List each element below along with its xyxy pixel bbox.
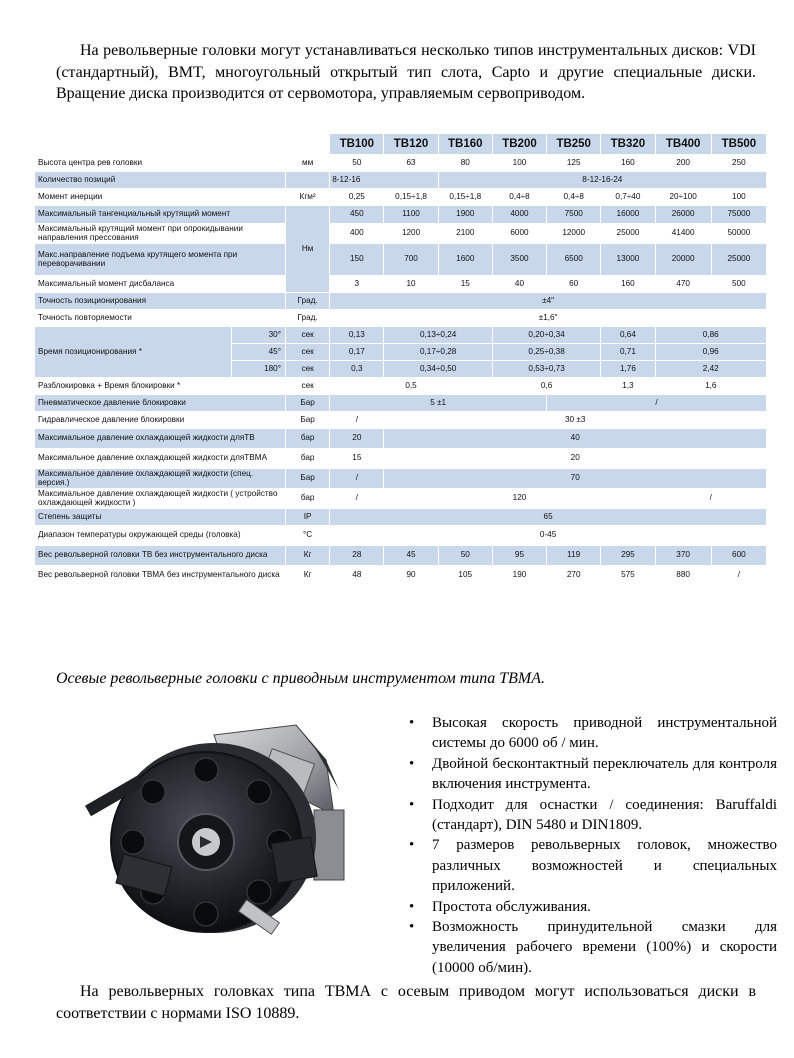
list-item-text: Простота обслуживания. xyxy=(432,898,591,915)
table-cell: 0,53÷0,73 xyxy=(492,361,600,378)
table-cell: ±4" xyxy=(330,293,767,310)
table-cell: 48 xyxy=(330,566,384,586)
table-cell: 0,6 xyxy=(492,378,600,395)
table-row xyxy=(35,489,767,509)
table-cell: 90 xyxy=(384,566,438,586)
row-label: Вес револьверной головки ТВ без инструментального диска xyxy=(35,546,286,566)
table-cell: 0,4÷8 xyxy=(492,189,546,206)
table-cell: 70 xyxy=(384,469,767,489)
bullet-marker: • xyxy=(409,796,415,813)
list-item xyxy=(408,897,777,917)
table-row xyxy=(35,206,767,224)
table-header-row xyxy=(35,134,767,155)
table-row xyxy=(35,395,767,412)
header-spacer xyxy=(35,134,330,155)
table-row xyxy=(35,469,767,489)
table-cell: 6500 xyxy=(547,244,601,276)
table-row xyxy=(35,244,767,276)
feature-list xyxy=(408,713,777,978)
table-cell: 16000 xyxy=(601,206,655,224)
table-cell: / xyxy=(330,412,384,429)
table-cell: 13000 xyxy=(601,244,655,276)
table-cell: 0,25 xyxy=(330,189,384,206)
list-item-text: Возможность принудительной смазки для увеличения рабочего времени (100%) и скорости (10000 об/мин). xyxy=(432,919,777,976)
table-cell: 0-45 xyxy=(330,526,767,546)
list-item xyxy=(408,713,777,754)
list-item xyxy=(408,917,777,978)
angle-label: 180° xyxy=(231,361,285,378)
table-row xyxy=(35,429,767,449)
row-label: Максимальный тангенциальный крутящий момент xyxy=(35,206,286,224)
table-cell: 700 xyxy=(384,244,438,276)
table-cell: 1100 xyxy=(384,206,438,224)
table-cell: 370 xyxy=(655,546,711,566)
table-cell: 0,17 xyxy=(330,344,384,361)
table-cell: 160 xyxy=(601,276,655,293)
angle-label: 30° xyxy=(231,327,285,344)
table-cell: 4000 xyxy=(492,206,546,224)
table-cell: 5 ±1 xyxy=(330,395,547,412)
table-cell: 0,13÷0,24 xyxy=(384,327,492,344)
table-row xyxy=(35,566,767,586)
table-cell: 0,7÷40 xyxy=(601,189,655,206)
table-cell: 75000 xyxy=(711,206,766,224)
table-cell: 95 xyxy=(492,546,546,566)
table-row xyxy=(35,509,767,526)
row-label: Гидравлическое давление блокировки xyxy=(35,412,286,429)
table-cell: 0,5 xyxy=(330,378,493,395)
table-cell: / xyxy=(711,566,766,586)
row-label: Макс.направление подъема крутящего момента при переворачивании xyxy=(35,244,286,276)
bullet-marker: • xyxy=(409,837,415,854)
table-cell: 1600 xyxy=(438,244,492,276)
row-label: Разблокировка + Время блокировки * xyxy=(35,378,286,395)
table-cell: 25000 xyxy=(601,224,655,244)
table-cell: 400 xyxy=(330,224,384,244)
table-cell: 100 xyxy=(711,189,766,206)
bullet-marker: • xyxy=(409,715,415,731)
table-row xyxy=(35,172,767,189)
model-header: TB160 xyxy=(438,134,492,155)
row-unit: Град. xyxy=(286,293,330,310)
row-unit: бар xyxy=(286,449,330,469)
model-header: TB250 xyxy=(547,134,601,155)
table-cell: 50000 xyxy=(711,224,766,244)
table-cell: 1900 xyxy=(438,206,492,224)
bullet-marker: • xyxy=(409,898,415,915)
table-cell: 8-12-16 xyxy=(330,172,438,189)
list-item xyxy=(408,835,777,896)
table-cell: 3500 xyxy=(492,244,546,276)
final-paragraph: На револьверных головках типа ТВМА с осевым приводом могут использоваться диски в соответствии с нормами ISO 10889. xyxy=(56,983,756,1022)
table-cell: 2100 xyxy=(438,224,492,244)
table-cell: 20 xyxy=(384,449,767,469)
row-unit: сек xyxy=(286,378,330,395)
row-unit xyxy=(286,172,330,189)
row-label: Максимальный крутящий момент при опрокидывании направления прессования xyxy=(35,224,286,244)
bullet-marker: • xyxy=(409,919,415,936)
table-cell: 0,34÷0,50 xyxy=(384,361,492,378)
row-label: Время позиционирования * xyxy=(35,327,232,378)
table-cell: 160 xyxy=(601,155,655,172)
table-cell: 26000 xyxy=(655,206,711,224)
table-cell: 100 xyxy=(492,155,546,172)
table-cell: 575 xyxy=(601,566,655,586)
table-cell: 28 xyxy=(330,546,384,566)
table-row xyxy=(35,378,767,395)
table-cell: 0,13 xyxy=(330,327,384,344)
table-cell: 10 xyxy=(384,276,438,293)
row-unit: мм xyxy=(286,155,330,172)
model-header: TB200 xyxy=(492,134,546,155)
table-cell: 30 ±3 xyxy=(384,412,767,429)
table-cell: 41400 xyxy=(655,224,711,244)
table-cell: 0,25÷0,38 xyxy=(492,344,600,361)
table-cell: 0,64 xyxy=(601,327,655,344)
table-cell: 80 xyxy=(438,155,492,172)
table-cell: 150 xyxy=(330,244,384,276)
table-row xyxy=(35,310,767,327)
table-cell: 6000 xyxy=(492,224,546,244)
table-cell: 1200 xyxy=(384,224,438,244)
table-cell: 2,42 xyxy=(655,361,766,378)
row-label: Пневматическое давление блокировки xyxy=(35,395,286,412)
table-cell: / xyxy=(330,489,384,509)
table-cell: 880 xyxy=(655,566,711,586)
table-cell: 50 xyxy=(438,546,492,566)
table-cell: 60 xyxy=(547,276,601,293)
row-label: Степень защиты xyxy=(35,509,286,526)
model-header: TB500 xyxy=(711,134,766,155)
row-label: Вес револьверной головки ТВМА без инструментального диска xyxy=(35,566,286,586)
model-header: TB100 xyxy=(330,134,384,155)
table-cell: 0,15÷1,8 xyxy=(384,189,438,206)
table-row xyxy=(35,293,767,310)
table-cell: 500 xyxy=(711,276,766,293)
row-label: Момент инерции xyxy=(35,189,286,206)
row-unit: бар xyxy=(286,429,330,449)
table-cell: 63 xyxy=(384,155,438,172)
table-row xyxy=(35,412,767,429)
table-cell: 250 xyxy=(711,155,766,172)
table-cell: 15 xyxy=(330,449,384,469)
table-cell: 1,3 xyxy=(601,378,655,395)
row-unit: Бар xyxy=(286,412,330,429)
table-row xyxy=(35,327,767,344)
table-cell: 0,96 xyxy=(655,344,766,361)
table-cell: / xyxy=(655,489,766,509)
table-cell: 20 xyxy=(330,429,384,449)
row-unit: сек xyxy=(286,361,330,378)
table-cell: 105 xyxy=(438,566,492,586)
section-caption: Осевые револьверные головки с приводным инструментом типа ТВМА. xyxy=(56,670,546,687)
model-header: TB120 xyxy=(384,134,438,155)
row-unit: сек xyxy=(286,327,330,344)
row-unit: Кг xyxy=(286,546,330,566)
row-unit: Кгм² xyxy=(286,189,330,206)
table-cell: 1,6 xyxy=(655,378,766,395)
row-label: Точность позиционирования xyxy=(35,293,286,310)
table-row xyxy=(35,526,767,546)
table-cell: 0,20÷0,34 xyxy=(492,327,600,344)
list-item xyxy=(408,754,777,795)
table-cell: 50 xyxy=(330,155,384,172)
table-cell: 0,15÷1,8 xyxy=(438,189,492,206)
table-cell: 0,71 xyxy=(601,344,655,361)
angle-label: 45° xyxy=(231,344,285,361)
table-cell: 45 xyxy=(384,546,438,566)
table-cell: 450 xyxy=(330,206,384,224)
table-cell: 65 xyxy=(330,509,767,526)
table-cell: 470 xyxy=(655,276,711,293)
table-cell: 0,3 xyxy=(330,361,384,378)
table-row xyxy=(35,276,767,293)
table-cell: 20÷100 xyxy=(655,189,711,206)
table-cell: 125 xyxy=(547,155,601,172)
list-item xyxy=(408,795,777,836)
row-unit: Град. xyxy=(286,310,330,327)
row-label: Максимальное давление охлаждающей жидкости дляТВ xyxy=(35,429,286,449)
table-cell: 0,86 xyxy=(655,327,766,344)
row-unit: IP xyxy=(286,509,330,526)
row-unit: бар xyxy=(286,489,330,509)
table-cell: 40 xyxy=(492,276,546,293)
list-item-text: Высокая скорость приводной инструментальной системы до 6000 об / мин. xyxy=(432,715,777,752)
table-row xyxy=(35,449,767,469)
table-cell: 295 xyxy=(601,546,655,566)
table-cell: 120 xyxy=(384,489,655,509)
table-cell: 8-12-16-24 xyxy=(438,172,766,189)
table-cell: 600 xyxy=(711,546,766,566)
row-label: Максимальное давление охлаждающей жидкости (спец. версия.) xyxy=(35,469,286,489)
model-header: TB400 xyxy=(655,134,711,155)
specifications-table xyxy=(34,133,767,586)
bullet-marker: • xyxy=(409,755,415,772)
table-cell: 190 xyxy=(492,566,546,586)
table-cell: 7500 xyxy=(547,206,601,224)
row-label: Точность повторяемости xyxy=(35,310,286,327)
table-cell: ±1,6" xyxy=(330,310,767,327)
table-cell: 1,76 xyxy=(601,361,655,378)
table-row xyxy=(35,189,767,206)
table-row xyxy=(35,224,767,244)
table-cell: 20000 xyxy=(655,244,711,276)
list-item-text: Подходит для оснастки / соединения: Baruffaldi (стандарт), DIN 5480 и DIN1809. xyxy=(432,796,777,834)
row-unit: сек xyxy=(286,344,330,361)
table-cell: 0,4÷8 xyxy=(547,189,601,206)
table-row xyxy=(35,155,767,172)
list-item-text: 7 размеров револьверных головок, множество различных возможностей и специальных приложений. xyxy=(432,837,777,895)
row-unit: Кг xyxy=(286,566,330,586)
intro-paragraph: На револьверные головки могут устанавливаться несколько типов инструментальных дисков: VDI (стандартный), BMT, многоугольный открытый тип слота, Capto и другие специальные диски. Вращение диска производится от сервомотора, управляемым сервоприводом. xyxy=(56,42,756,102)
table-cell: 12000 xyxy=(547,224,601,244)
row-label: Максимальный момент дисбаланса xyxy=(35,276,286,293)
row-label: Количество позиций xyxy=(35,172,286,189)
row-label: Максимальное давление охлаждающей жидкости ( устройство охлаждающей жидкости ) xyxy=(35,489,286,509)
row-unit: Бар xyxy=(286,469,330,489)
turret-head-image xyxy=(64,720,364,950)
row-label: Высота центра рев головки xyxy=(35,155,286,172)
table-row xyxy=(35,546,767,566)
table-cell: 25000 xyxy=(711,244,766,276)
table-cell: 270 xyxy=(547,566,601,586)
row-unit: Бар xyxy=(286,395,330,412)
table-cell: 0,17÷0,28 xyxy=(384,344,492,361)
model-header: TB320 xyxy=(601,134,655,155)
row-unit: Нм xyxy=(286,206,330,293)
row-unit: °C xyxy=(286,526,330,546)
table-cell: 119 xyxy=(547,546,601,566)
table-cell: 3 xyxy=(330,276,384,293)
table-cell: 200 xyxy=(655,155,711,172)
table-cell: / xyxy=(547,395,767,412)
table-cell: 40 xyxy=(384,429,767,449)
list-item-text: Двойной бесконтактный переключатель для контроля включения инструмента. xyxy=(432,755,777,793)
row-label: Диапазон температуры окружающей среды (головка) xyxy=(35,526,286,546)
table-cell: / xyxy=(330,469,384,489)
row-label: Максимальное давление охлаждающей жидкости дляТВМА xyxy=(35,449,286,469)
table-cell: 15 xyxy=(438,276,492,293)
